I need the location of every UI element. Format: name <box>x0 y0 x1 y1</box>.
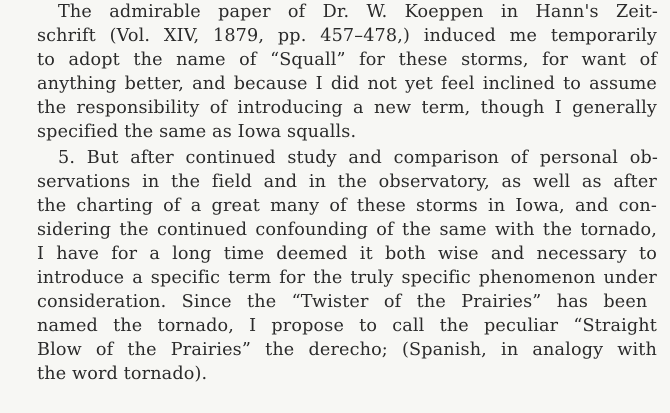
text-line: named the tornado, I propose to call the peculiar “Straight <box>37 316 657 336</box>
text-line: introduce a specific term for the truly specific phenomenon under <box>37 268 657 288</box>
text-line: 5. But after continued study and comparison of personal ob- <box>58 148 658 168</box>
text-line: The admirable paper of Dr. W. Koeppen in Hann's Zeit- <box>58 2 658 22</box>
text-line: I have for a long time deemed it both wise and necessary to <box>37 244 657 264</box>
text-line: the responsibility of introducing a new term, though I generally <box>37 98 657 118</box>
text-line: the word tornado). <box>37 364 208 384</box>
text-line: anything better, and because I did not yet feel inclined to assume <box>37 74 657 94</box>
text-line: consideration. Since the “Twister of the Prairies” has been <box>37 292 648 312</box>
text-line: to adopt the name of “Squall” for these storms, for want of <box>37 50 657 70</box>
text-line: schrift (Vol. XIV, 1879, pp. 457–478,) induced me temporarily <box>37 26 657 46</box>
text-line: servations in the field and in the observatory, as well as after <box>37 172 657 192</box>
text-line: specified the same as Iowa squalls. <box>37 122 357 142</box>
text-line: Blow of the Prairies” the derecho; (Spanish, in analogy with <box>37 340 657 360</box>
text-line: sidering the continued confounding of the same with the tornado, <box>37 220 657 240</box>
text-line: the charting of a great many of these storms in Iowa, and con- <box>37 196 657 216</box>
